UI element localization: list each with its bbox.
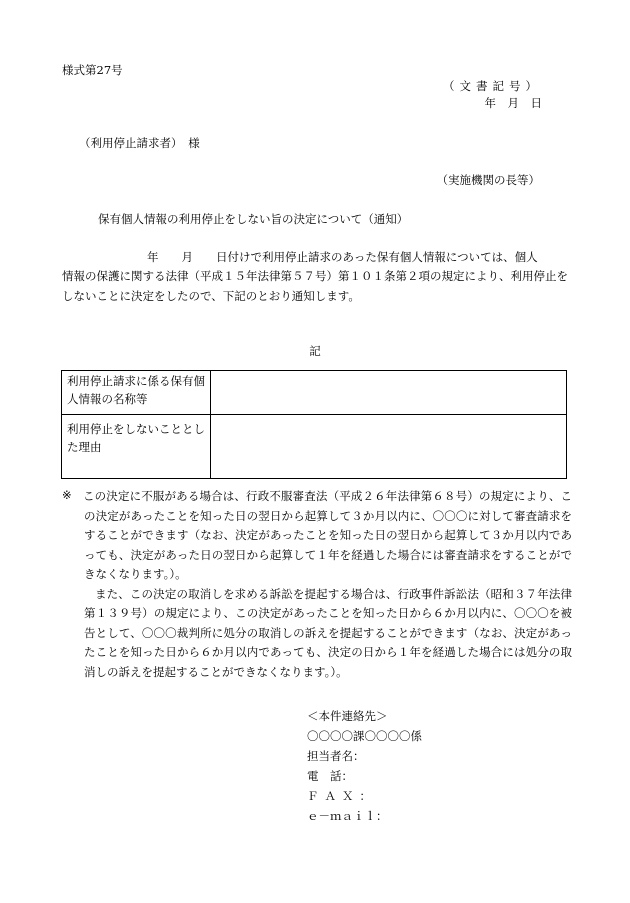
- contact-phone: 電 話：: [307, 769, 353, 783]
- table-label-reason: 利用停止をしないこととした理由: [62, 415, 211, 479]
- table-value-name: [211, 371, 567, 415]
- form-number: 様式第27号: [62, 63, 123, 77]
- info-table: [61, 370, 567, 479]
- note-mark: ※: [62, 488, 72, 502]
- contact-title: ＜本件連絡先＞: [307, 709, 388, 723]
- body-line-1: 年 月 日付けで利用停止請求のあった保有個人情報については、個人: [147, 250, 538, 264]
- sender: （実施機関の長等）: [436, 173, 540, 187]
- document-date: 年 月 日: [484, 96, 542, 110]
- contact-section: 〇〇〇〇課〇〇〇〇係: [307, 729, 422, 743]
- body-line-3: しないことに決定をしたので、下記のとおり通知します。: [62, 289, 360, 303]
- contact-person: 担当者名：: [307, 749, 365, 763]
- table-label-name: 利用停止請求に係る保有個人情報の名称等: [62, 371, 211, 415]
- table-value-reason: [211, 415, 567, 479]
- ki-heading: 記: [309, 344, 321, 358]
- subject-title: 保有個人情報の利用停止をしない旨の決定について（通知）: [98, 212, 409, 226]
- note-paragraph-2: また、この決定の取消しを求める訴訟を提起する場合は、行政事件訴訟法（昭和３７年法律第１３９号）の規定により、この決定があったことを知った日から６か月以内に、〇〇〇を被告として、〇〇〇裁判所に処分の取消しの訴えを提起することができます（なお、決定があったことを知った日から６か月以内であっても、決定の日から１年を経過した場合には処分の取消しの訴えを提起することができなくなります。）。: [84, 586, 572, 679]
- document-number: （文書記号）: [443, 79, 542, 93]
- recipient: （利用停止請求者） 様: [79, 136, 200, 150]
- contact-block: [307, 706, 422, 826]
- body-line-2: 情報の保護に関する法律（平成１５年法律第５７号）第１０１条第２項の規定により、利用停止を: [62, 269, 568, 283]
- contact-fax: ＦＡＸ：: [307, 789, 377, 803]
- table-row: [62, 371, 567, 415]
- note-paragraph-1: この決定に不服がある場合は、行政不服審査法（平成２６年法律第６８号）の規定により、この決定があったことを知った日の翌日から起算して３か月以内に、〇〇〇に対して審査請求をすることができます（なお、決定があったことを知った日の翌日から起算して３か月以内であっても、決定があった日の翌日から起算して１年を経過した場合には審査請求をすることができなくなります。）。: [83, 489, 572, 581]
- contact-email: ｅ－ｍａｉｌ：: [307, 809, 388, 823]
- table-row: [62, 415, 567, 479]
- note-text: [84, 487, 572, 682]
